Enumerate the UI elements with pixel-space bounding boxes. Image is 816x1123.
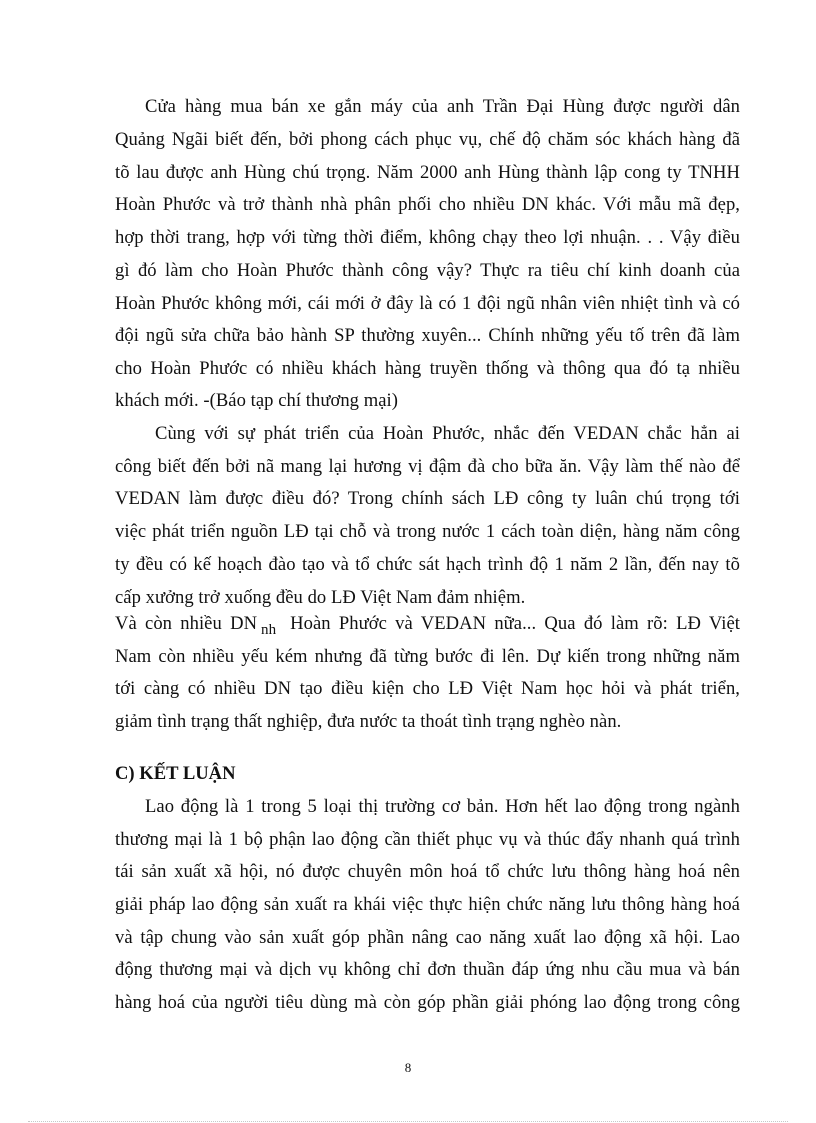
paragraph-3-line: Nam còn nhiều yếu kém nhưng đã từng bước đi lên. Dự kiến trong những năm bbox=[115, 646, 740, 667]
paragraph-1-line: khách mới. -(Báo tạp chí thương mại) bbox=[115, 390, 399, 411]
paragraph-1-line: gì đó làm cho Hoàn Phước thành công vậy? Thực ra tiêu chí kinh doanh của bbox=[115, 260, 740, 281]
paragraph-1-line: hợp thời trang, hợp với từng thời điểm, không chạy theo lợi nhuận. . . Vậy điều bbox=[115, 227, 740, 248]
paragraph-3-line: giảm tình trạng thất nghiệp, đưa nước ta thoát tình trạng nghèo nàn. bbox=[115, 711, 622, 732]
paragraph-2-line: VEDAN làm được điều đó? Trong chính sách LĐ công ty luân chú trọng tới bbox=[115, 488, 740, 509]
paragraph-1-line: cho Hoàn Phước có nhiều khách hàng truyền thống và thông qua đó tạ nhiều bbox=[115, 358, 740, 379]
paragraph-3-line: tới càng có nhiều DN tạo điều kiện cho LĐ Việt Nam học hỏi và phát triển, bbox=[115, 678, 740, 699]
page-number: 8 bbox=[404, 1060, 412, 1075]
paragraph-1-line: Quảng Ngãi biết đến, bởi phong cách phục vụ, chế độ chăm sóc khách hàng đã bbox=[115, 129, 740, 150]
paragraph-1-line: đội ngũ sửa chữa bảo hành SP thường xuyên... Chính những yếu tố trên đã làm bbox=[115, 325, 740, 346]
section-heading: C) KẾT LUẬN bbox=[115, 763, 236, 784]
paragraph-2-line: cấp xưởng trở xuống đều do LĐ Việt Nam đảm nhiệm. bbox=[115, 587, 526, 608]
paragraph-2-line: công biết đến bởi nã mang lại hương vị đậm đà cho bữa ăn. Vậy làm thế nào để bbox=[115, 456, 740, 477]
paragraph-2-line: Cùng với sự phát triển của Hoàn Phước, nhắc đến VEDAN chắc hẳn ai bbox=[155, 423, 740, 444]
paragraph-1-line: Hoàn Phước và trở thành nhà phân phối cho nhiều DN khác. Với mẫu mã đẹp, bbox=[115, 194, 740, 215]
paragraph-1-line: Cửa hàng mua bán xe gắn máy của anh Trần Đại Hùng được người dân bbox=[145, 96, 740, 117]
paragraph-2-line: việc phát triển nguồn LĐ tại chỗ và trong nước 1 cách toàn diện, hàng năm công bbox=[115, 521, 740, 542]
paragraph-2-line: ty đều có kế hoạch đào tạo và tổ chức sát hạch trình độ 1 năm 2 lần, đến nay tõ bbox=[115, 554, 740, 575]
paragraph-1-line: Hoàn Phước không mới, cái mới ở đây là có 1 đội ngũ nhân viên nhiệt tình và có bbox=[115, 293, 740, 314]
paragraph-4-line: giải pháp lao động sản xuất ra khái việc thực hiện chức năng lưu thông hàng hoá bbox=[115, 894, 740, 915]
paragraph-4-line: tái sản xuất xã hội, nó được chuyên môn hoá tổ chức lưu thông hàng hoá nên bbox=[115, 861, 740, 882]
paragraph-4-line: và tập chung vào sản xuất góp phần nâng cao năng xuất lao động xã hội. Lao bbox=[115, 927, 740, 948]
paragraph-4-line: động thương mại và dịch vụ không chỉ đơn thuần đáp ứng nhu cầu mua và bán bbox=[115, 959, 740, 980]
footer-divider bbox=[28, 1121, 788, 1122]
paragraph-3-start: Và còn nhiều DN bbox=[115, 613, 258, 634]
paragraph-1-line: tõ lau được anh Hùng chú trọng. Năm 2000 anh Hùng thành lập cong ty TNHH bbox=[115, 162, 740, 183]
paragraph-3-first-line bbox=[115, 612, 740, 637]
subscript-fragment: nh bbox=[261, 622, 277, 638]
paragraph-3-end: Hoàn Phước và VEDAN nữa... Qua đó làm rõ: LĐ Việt bbox=[290, 613, 740, 634]
paragraph-4-line: thương mại là 1 bộ phận lao động cần thiết phục vụ và thúc đẩy nhanh quá trình bbox=[115, 829, 740, 850]
paragraph-4-line: hàng hoá của người tiêu dùng mà còn góp phần giải phóng lao động trong công bbox=[115, 992, 740, 1013]
paragraph-4-line: Lao động là 1 trong 5 loại thị trường cơ bản. Hơn hết lao động trong ngành bbox=[145, 796, 740, 817]
